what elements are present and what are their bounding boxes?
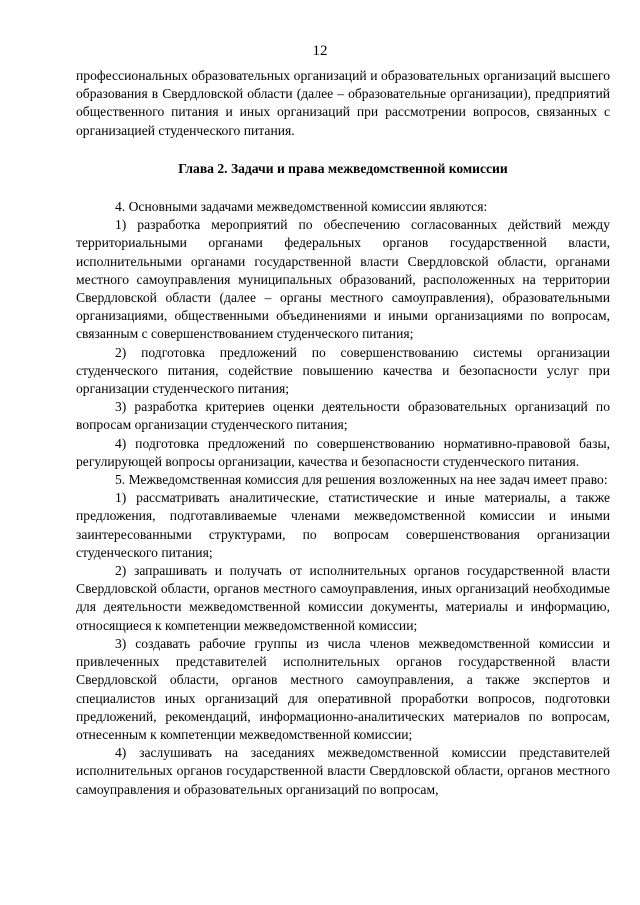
paragraph-right-3: 3) создавать рабочие группы из числа членов межведомственной комиссии и привлеченных представителей исполнительных органов государственной власти Свердловской области, органов местного самоуправления, а также экспертов и специалистов иных организаций для оперативной проработки вопросов, подготовки предложений, рекомендаций, информационно-аналитических материалов по вопросам, отнесенным к компетенции межведомственной комиссии; (76, 635, 610, 742)
page-number: 12 (312, 43, 328, 59)
paragraph-task-3: 3) разработка критериев оценки деятельности образовательных организаций по вопросам организации студенческого питания; (76, 399, 610, 433)
paragraph-task-1: 1) разработка мероприятий по обеспечению согласованных действий между территориальными органами федеральных органов государственной власти, исполнительными органами государственной власти Свердловской области, органами местного самоуправления муниципальных образований, расположенных на территории Свердловской области (далее – органы местного самоуправления), образовательными организациями, общественными объединениями и иными организациями по вопросам, связанным с совершенствованием студенческого питания; (76, 217, 610, 342)
paragraph-task-2: 2) подготовка предложений по совершенствованию системы организации студенческого питания, содействие повышению качества и безопасности услуг при организации студенческого питания; (76, 344, 610, 397)
paragraph-item-4: 4. Основными задачами межведомственной комиссии являются: (115, 199, 488, 215)
paragraph-right-2: 2) запрашивать и получать от исполнительных органов государственной власти Свердловской области, органов местного самоуправления, иных организаций необходимые для деятельности межведомственной комиссии документы, материалы и информацию, относящиеся к компетенции межведомственной комиссии; (76, 563, 610, 633)
page-content (76, 67, 610, 799)
intro-paragraph: профессиональных образовательных организаций и образовательных организаций высшего образования в Свердловской области (далее – образовательные организации), предприятий общественного питания и иных организаций при рассмотрении вопросов, связанных с организацией студенческого питания. (76, 68, 610, 138)
chapter-heading: Глава 2. Задачи и права межведомственной комиссии (178, 160, 508, 176)
paragraph-task-4: 4) подготовка предложений по совершенствованию нормативно-правовой базы, регулирующей вопросы организации, качества и безопасности студенческого питания. (76, 435, 610, 469)
paragraph-item-5: 5. Межведомственная комиссия для решения возложенных на нее задач имеет право: (115, 472, 608, 488)
paragraph-right-1: 1) рассматривать аналитические, статистические и иные материалы, а также предложения, подготавливаемые членами межведомственной комиссии и иными заинтересованными структурами, по вопросам совершенствования организации студенческого питания; (76, 490, 610, 560)
paragraph-right-4: 4) заслушивать на заседаниях межведомственной комиссии представителей исполнительных органов государственной власти Свердловской области, органов местного самоуправления и образовательных организаций по вопросам, (76, 745, 610, 797)
